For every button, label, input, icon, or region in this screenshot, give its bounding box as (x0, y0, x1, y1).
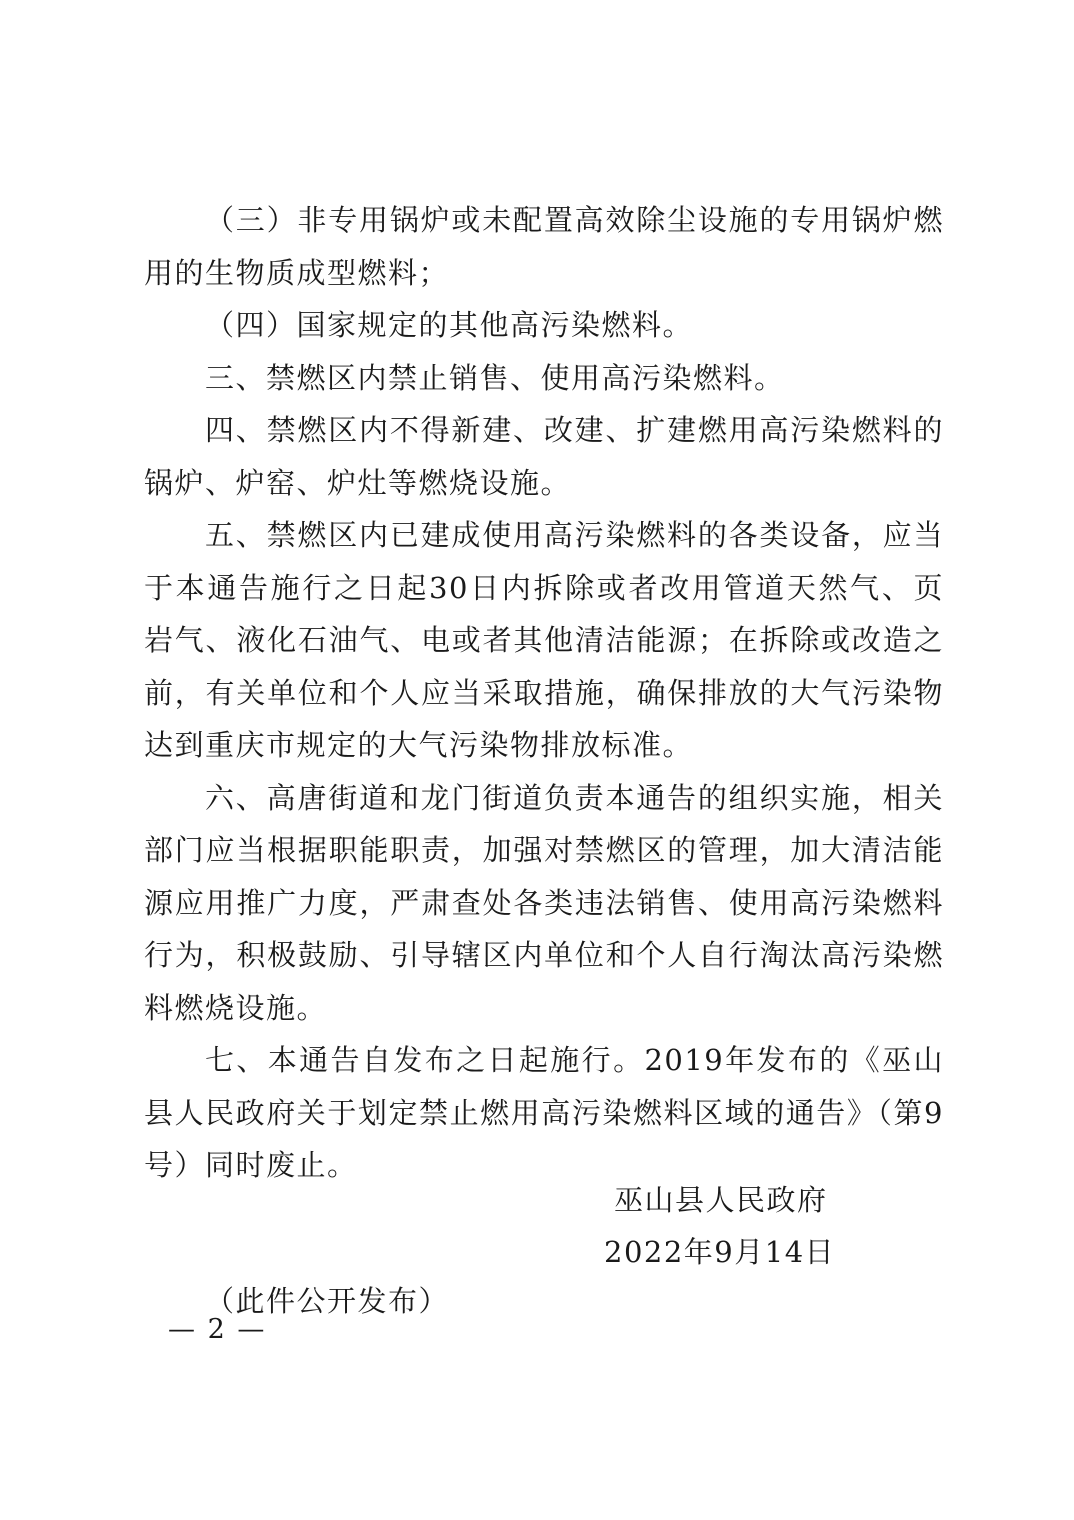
issue-date: 2022年9月14日 (604, 1235, 836, 1269)
paragraph-article-5: 五、禁燃区内已建成使用高污染燃料的各类设备，应当于本通告施行之日起30日内拆除或者改用管道天然气、页岩气、液化石油气、电或者其他清洁能源；在拆除或改造之前，有关单位和个人应当采取措施，确保排放的大气污染物达到重庆市规定的大气污染物排放标准。 (144, 518, 944, 762)
paragraph-article-6: 六、高唐街道和龙门街道负责本通告的组织实施，相关部门应当根据职能职责，加强对禁燃区的管理，加大清洁能源应用推广力度，严肃查处各类违法销售、使用高污染燃料行为，积极鼓励、引导辖区内单位和个人自行淘汰高污染燃料燃烧设施。 (144, 780, 944, 1025)
document-body (144, 194, 944, 1192)
release-note: （此件公开发布） (205, 1284, 450, 1318)
paragraph-article-3: 三、禁燃区内禁止销售、使用高污染燃料。 (205, 360, 785, 395)
page-number: — 2 — (168, 1314, 267, 1345)
paragraph-clause-4: （四）国家规定的其他高污染燃料。 (205, 308, 694, 342)
paragraph-article-7: 七、本通告自发布之日起施行。2019年发布的《巫山县人民政府关于划定禁止燃用高污染燃料区域的通告》（第9号）同时废止。 (144, 1043, 944, 1182)
paragraph-article-4: 四、禁燃区内不得新建、改建、扩建燃用高污染燃料的锅炉、炉窑、炉灶等燃烧设施。 (144, 413, 944, 500)
paragraph-clause-3: （三）非专用锅炉或未配置高效除尘设施的专用锅炉燃用的生物质成型燃料； (144, 203, 944, 290)
issuer-signature: 巫山县人民政府 (614, 1183, 828, 1217)
